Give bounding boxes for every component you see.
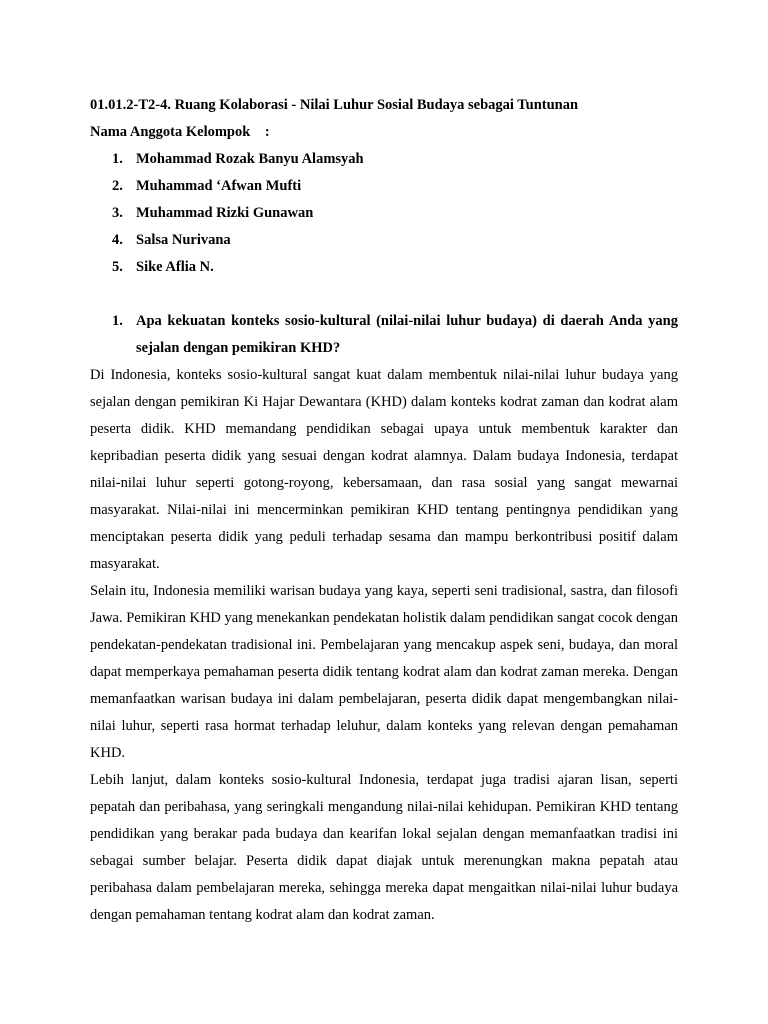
list-number: 4. xyxy=(112,232,123,248)
list-item xyxy=(90,254,678,281)
list-item xyxy=(90,227,678,254)
member-name: Sike Aflia N. xyxy=(136,259,214,275)
answer-paragraph-1: Di Indonesia, konteks sosio-kultural sangat kuat dalam membentuk nilai-nilai luhur budaya yang sejalan dengan pemikiran Ki Hajar Dewantara (KHD) dalam konteks kodrat zaman dan kodrat alam peserta didik. KHD memandang pendidikan sebagai upaya untuk membentuk karakter dan kepribadian peserta didik yang sesuai dengan kodrat alamnya. Dalam budaya Indonesia, terdapat nilai-nilai luhur seperti gotong-royong, kebersamaan, dan rasa sosial yang sangat mewarnai masyarakat. Nilai-nilai ini mencerminkan pemikiran KHD tentang pentingnya pendidikan yang menciptakan peserta didik yang peduli terhadap sesama dan mampu berkontribusi positif dalam masyarakat. xyxy=(90,367,678,572)
answer-paragraph-2: Selain itu, Indonesia memiliki warisan budaya yang kaya, seperti seni tradisional, sastra, dan filosofi Jawa. Pemikiran KHD yang menekankan pendekatan holistik dalam pendidikan sangat cocok dengan pendekatan-pendekatan tradisional ini. Pembelajaran yang mencakup aspek seni, budaya, dan moral dapat memperkaya pemahaman peserta didik tentang kodrat alam dan kodrat zaman mereka. Dengan memanfaatkan warisan budaya ini dalam pembelajaran, peserta didik dapat mengembangkan nilai-nilai luhur, seperti rasa hormat terhadap leluhur, dalam konteks yang relevan dengan pemahaman KHD. xyxy=(90,583,678,761)
list-number: 5. xyxy=(112,259,123,275)
member-name: Mohammad Rozak Banyu Alamsyah xyxy=(136,151,364,167)
list-item xyxy=(90,146,678,173)
list-number: 2. xyxy=(112,178,123,194)
member-name: Salsa Nurivana xyxy=(136,232,231,248)
list-item xyxy=(90,200,678,227)
member-name: Muhammad ‘Afwan Mufti xyxy=(136,178,302,194)
question-1 xyxy=(90,308,678,362)
answer-paragraph-3: Lebih lanjut, dalam konteks sosio-kultural Indonesia, terdapat juga tradisi ajaran lisan, seperti pepatah dan peribahasa, yang seringkali mengandung nilai-nilai kehidupan. Pemikiran KHD tentang pendidikan yang berakar pada budaya dan kearifan lokal sejalan dengan memanfaatkan tradisi ini sebagai sumber belajar. Peserta didik dapat diajak untuk merenungkan makna pepatah atau peribahasa dalam pembelajaran mereka, sehingga mereka dapat mengaitkan nilai-nilai luhur budaya dengan pemahaman tentang kodrat alam dan kodrat zaman. xyxy=(90,772,678,923)
members-label: Nama Anggota Kelompok : xyxy=(90,124,270,140)
list-item xyxy=(90,173,678,200)
question-text: Apa kekuatan konteks sosio-kultural (nilai-nilai luhur budaya) di daerah Anda yang sejalan dengan pemikiran KHD? xyxy=(136,313,678,356)
list-number: 3. xyxy=(112,205,123,221)
member-name: Muhammad Rizki Gunawan xyxy=(136,205,314,221)
spacer xyxy=(90,281,678,308)
document-title: 01.01.2-T2-4. Ruang Kolaborasi - Nilai Luhur Sosial Budaya sebagai Tuntunan xyxy=(90,97,579,113)
question-number: 1. xyxy=(112,313,123,329)
list-number: 1. xyxy=(112,151,123,167)
member-list xyxy=(90,146,678,281)
